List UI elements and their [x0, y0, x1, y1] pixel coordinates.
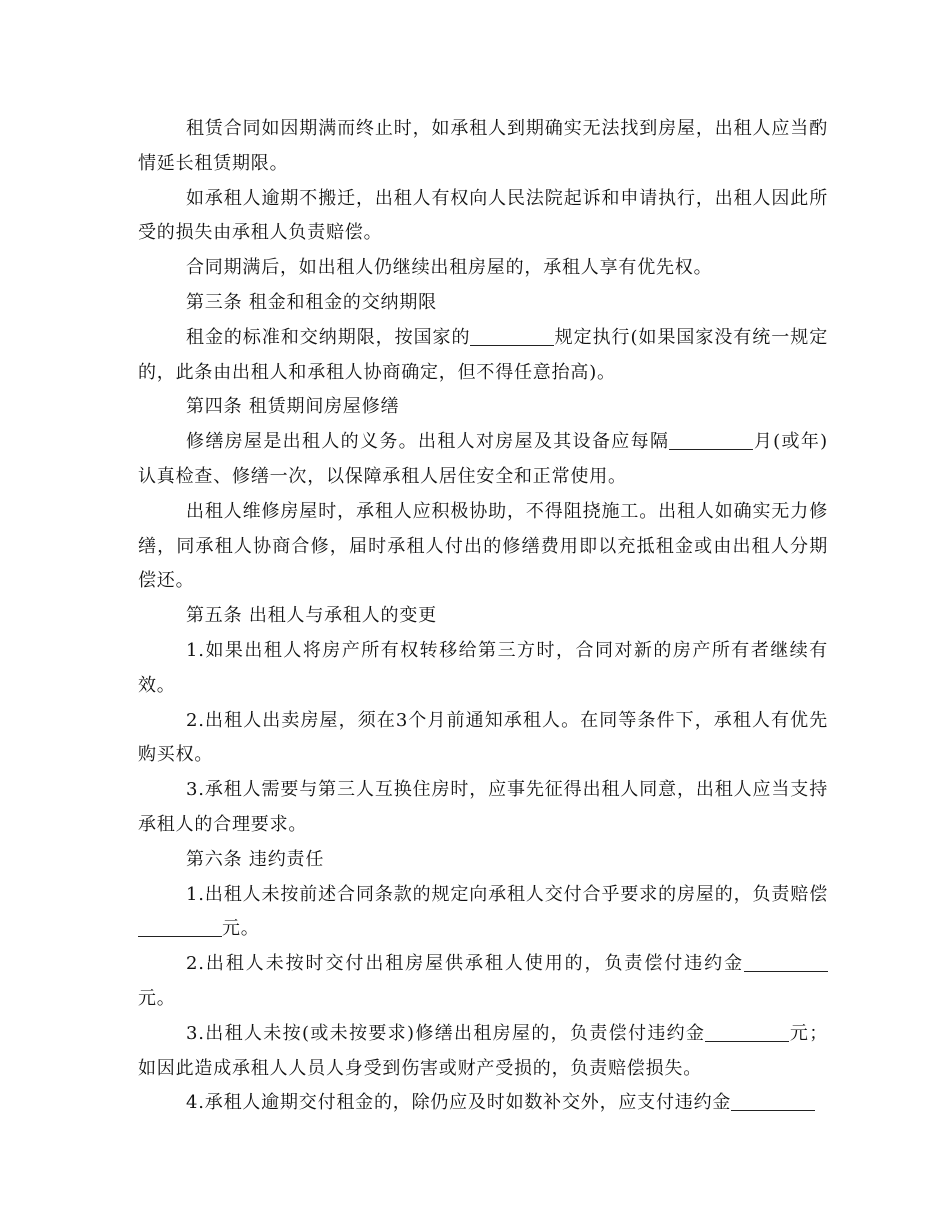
paragraph-text: 元。	[138, 987, 176, 1009]
paragraph-sale-notice	[138, 704, 828, 774]
paragraph-text: 合同期满后，如出租人仍继续出租房屋的，承租人享有优先权。	[186, 257, 713, 279]
paragraph-text: 2.出租人未按时交付出租房屋供承租人使用的，负责偿付违约金	[186, 953, 744, 975]
paragraph-text: 2.出租人出卖房屋，须在3个月前通知承租人。在同等条件下，承租人有优先购买权。	[138, 709, 828, 766]
fill-in-blank[interactable]	[744, 953, 828, 972]
paragraph-housing-exchange	[138, 773, 828, 843]
fill-in-blank[interactable]	[470, 327, 554, 346]
paragraph-text: 月(或年)认真检查、修缮一次，以保障承租人居住安全和正常使用。	[138, 431, 829, 487]
paragraph-text: 出租人维修房屋时，承租人应积极协助，不得阻挠施工。出租人如确实无力修缮，同承租人协商合修，届时承租人付出的修缮费用即以充抵租金或由出租人分期偿还。	[138, 500, 828, 592]
article-5-heading	[138, 599, 828, 634]
paragraph-lease-termination	[138, 112, 828, 182]
paragraph-text: 元。	[222, 918, 260, 940]
heading-text: 第六条 违约责任	[186, 848, 325, 870]
paragraph-text: 元；如因此造成承租人人员人身受到伤害或财产受损的，负责赔偿损失。	[138, 1022, 828, 1079]
article-3-heading	[138, 286, 828, 321]
paragraph-breach-2	[138, 947, 828, 1017]
heading-text: 第三条 租金和租金的交纳期限	[186, 291, 437, 313]
paragraph-ownership-transfer	[138, 634, 828, 704]
paragraph-text: 3.承租人需要与第三人互换住房时，应事先征得出租人同意，出租人应当支持承租人的合理要求。	[138, 779, 828, 835]
fill-in-blank[interactable]	[138, 918, 222, 937]
paragraph-text: 租赁合同如因期满而终止时，如承租人到期确实无法找到房屋，出租人应当酌情延长租赁期限。	[138, 118, 828, 174]
paragraph-text: 修缮房屋是出租人的义务。出租人对房屋及其设备应每隔	[186, 431, 670, 453]
heading-text: 第四条 租赁期间房屋修缮	[186, 396, 400, 418]
paragraph-breach-4	[138, 1086, 828, 1121]
paragraph-breach-3	[138, 1017, 828, 1087]
paragraph-text: 租金的标准和交纳期限，按国家的	[186, 326, 471, 348]
paragraph-repair-cooperation	[138, 495, 828, 599]
paragraph-text: 1.如果出租人将房产所有权转移给第三方时，合同对新的房产所有者继续有效。	[138, 639, 828, 696]
fill-in-blank[interactable]	[731, 1092, 815, 1111]
paragraph-text: 1.出租人未按前述合同条款的规定向承租人交付合乎要求的房屋的，负责赔偿	[186, 883, 828, 905]
paragraph-rent-standard	[138, 321, 828, 391]
paragraph-repair-duty	[138, 425, 828, 495]
paragraph-text: 4.承租人逾期交付租金的，除仍应及时如数补交外，应支付违约金	[186, 1092, 732, 1114]
paragraph-breach-1	[138, 878, 828, 948]
article-4-heading	[138, 390, 828, 425]
article-6-heading	[138, 843, 828, 878]
fill-in-blank[interactable]	[705, 1023, 789, 1042]
paragraph-overdue-relocation	[138, 182, 828, 252]
paragraph-text: 规定执行(如果国家没有统一规定的，此条由出租人和承租人协商确定，但不得任意抬高)。	[138, 326, 828, 383]
document-body	[138, 112, 828, 1121]
fill-in-blank[interactable]	[669, 431, 753, 450]
paragraph-text: 3.出租人未按(或未按要求)修缮出租房屋的，负责偿付违约金	[186, 1022, 706, 1044]
heading-text: 第五条 出租人与承租人的变更	[186, 605, 437, 627]
paragraph-text: 如承租人逾期不搬迁，出租人有权向人民法院起诉和申请执行，出租人因此所受的损失由承租人负责赔偿。	[138, 187, 828, 244]
paragraph-priority-right	[138, 251, 828, 286]
